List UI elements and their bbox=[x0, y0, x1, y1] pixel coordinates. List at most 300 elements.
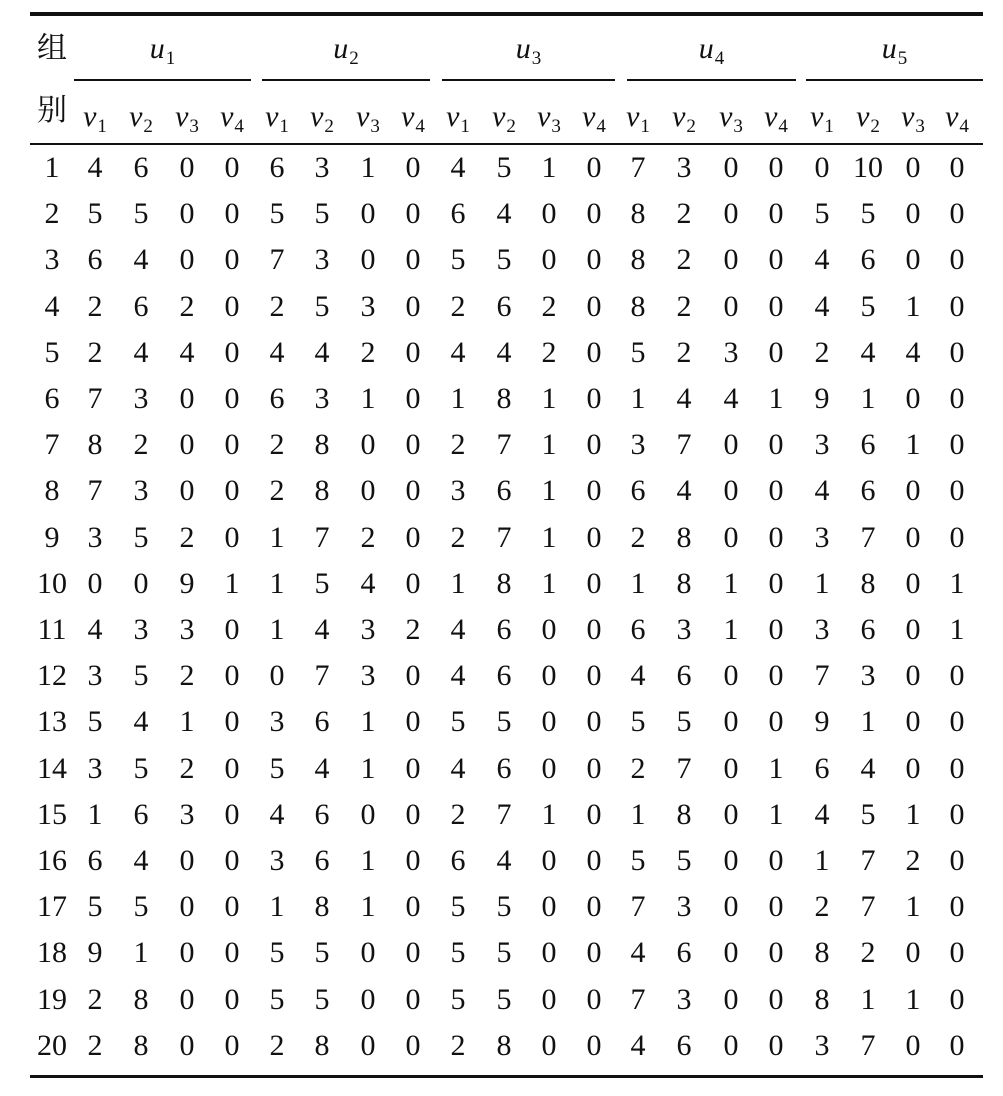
table-cell: 0 bbox=[541, 1028, 557, 1062]
table-cell: 0 bbox=[723, 197, 739, 231]
row-group-label: 2 bbox=[44, 197, 60, 231]
table-cell: 5 bbox=[496, 982, 512, 1016]
table-cell: 4 bbox=[314, 751, 330, 785]
table-cell: 5 bbox=[630, 844, 646, 877]
table-cell: 5 bbox=[133, 659, 149, 693]
table-cell: 2 bbox=[860, 936, 876, 970]
subcol-header-u5-v4 bbox=[945, 100, 969, 137]
table-cell: 0 bbox=[586, 659, 602, 693]
group-header-u2-symbol: u bbox=[333, 32, 349, 65]
table-cell: 0 bbox=[586, 474, 602, 508]
table-cell: 0 bbox=[723, 797, 739, 831]
table-cell: 1 bbox=[541, 797, 557, 831]
row-group-label: 20 bbox=[37, 1028, 67, 1062]
row-group-label: 6 bbox=[44, 382, 60, 415]
group-column-header-bottom: 别 bbox=[37, 93, 67, 128]
group-header-u4 bbox=[698, 32, 725, 69]
group-underline-u4 bbox=[627, 79, 796, 81]
table-cell: 1 bbox=[905, 289, 921, 323]
table-cell: 7 bbox=[630, 890, 646, 924]
table-cell: 2 bbox=[814, 335, 830, 369]
table-cell: 0 bbox=[814, 151, 830, 184]
table-cell: 7 bbox=[269, 243, 285, 277]
table-cell: 4 bbox=[133, 335, 149, 369]
subcol-header-u5-v3 bbox=[901, 100, 925, 137]
group-header-u3-subscript: 3 bbox=[531, 48, 542, 69]
table-cell: 2 bbox=[814, 890, 830, 924]
group-header-u5-subscript: 5 bbox=[897, 48, 908, 69]
table-cell: 0 bbox=[179, 197, 195, 231]
table-cell: 6 bbox=[269, 151, 285, 184]
table-cell: 2 bbox=[630, 751, 646, 785]
table-cell: 0 bbox=[723, 751, 739, 785]
group-header-u4-symbol: u bbox=[698, 32, 714, 65]
table-cell: 0 bbox=[586, 1028, 602, 1062]
table-cell: 0 bbox=[405, 797, 421, 831]
table-cell: 7 bbox=[814, 659, 830, 693]
table-cell: 4 bbox=[496, 335, 512, 369]
table-cell: 0 bbox=[586, 243, 602, 277]
table-cell: 3 bbox=[314, 243, 330, 277]
table-cell: 0 bbox=[224, 335, 240, 369]
table-cell: 0 bbox=[949, 243, 965, 277]
table-cell: 8 bbox=[630, 197, 646, 231]
table-cell: 5 bbox=[630, 335, 646, 369]
table-cell: 1 bbox=[179, 705, 195, 739]
table-cell: 0 bbox=[586, 289, 602, 323]
table-cell: 6 bbox=[814, 751, 830, 785]
table-cell: 0 bbox=[586, 520, 602, 554]
subcol-header-u2-v2 bbox=[310, 100, 334, 137]
table-cell: 0 bbox=[405, 520, 421, 554]
table-cell: 0 bbox=[768, 520, 784, 554]
table-cell: 0 bbox=[723, 659, 739, 693]
table-cell: 0 bbox=[586, 982, 602, 1016]
table-cell: 5 bbox=[87, 705, 103, 739]
table-cell: 1 bbox=[87, 797, 103, 831]
table-cell: 4 bbox=[450, 335, 466, 369]
table-cell: 3 bbox=[630, 428, 646, 462]
group-underline-u5 bbox=[806, 79, 983, 81]
table-cell: 0 bbox=[723, 982, 739, 1016]
subcol-header-u4-v2 bbox=[672, 100, 696, 137]
table-cell: 7 bbox=[860, 844, 876, 877]
table-cell: 5 bbox=[133, 890, 149, 924]
table-header-rule bbox=[30, 143, 983, 145]
table-cell: 1 bbox=[269, 520, 285, 554]
table-cell: 0 bbox=[723, 474, 739, 508]
table-cell: 1 bbox=[768, 382, 784, 415]
subcol-header-u4-v3 bbox=[719, 100, 743, 137]
table-cell: 2 bbox=[405, 613, 421, 646]
table-cell: 4 bbox=[269, 335, 285, 369]
table-cell: 2 bbox=[450, 428, 466, 462]
table-cell: 1 bbox=[630, 797, 646, 831]
table-cell: 8 bbox=[87, 428, 103, 462]
table-cell: 6 bbox=[314, 705, 330, 739]
table-cell: 0 bbox=[541, 705, 557, 739]
table-cell: 0 bbox=[768, 659, 784, 693]
table-cell: 0 bbox=[224, 197, 240, 231]
table-cell: 5 bbox=[314, 982, 330, 1016]
subcol-header-u4-v4 bbox=[764, 100, 788, 137]
table-cell: 1 bbox=[814, 844, 830, 877]
table-cell: 0 bbox=[360, 428, 376, 462]
row-group-label: 11 bbox=[37, 613, 67, 646]
table-cell: 6 bbox=[87, 243, 103, 277]
table-cell: 1 bbox=[860, 982, 876, 1016]
table-cell: 2 bbox=[133, 428, 149, 462]
table-cell: 2 bbox=[269, 428, 285, 462]
table-cell: 3 bbox=[814, 613, 830, 646]
subcol-header-u4-v3-symbol: v bbox=[719, 100, 733, 133]
table-cell: 5 bbox=[860, 797, 876, 831]
table-cell: 5 bbox=[676, 844, 692, 877]
subcol-header-u4-v2-subscript: 2 bbox=[686, 116, 696, 137]
subcol-header-u1-v2-symbol: v bbox=[129, 100, 143, 133]
table-cell: 8 bbox=[676, 520, 692, 554]
group-header-u1-subscript: 1 bbox=[165, 48, 176, 69]
row-group-label: 16 bbox=[37, 844, 67, 877]
table-cell: 2 bbox=[179, 659, 195, 693]
subcol-header-u2-v4-symbol: v bbox=[401, 100, 415, 133]
table-cell: 1 bbox=[905, 982, 921, 1016]
table-cell: 6 bbox=[676, 936, 692, 970]
table-cell: 6 bbox=[860, 474, 876, 508]
group-header-u2 bbox=[333, 32, 359, 69]
table-cell: 1 bbox=[360, 890, 376, 924]
table-cell: 3 bbox=[133, 474, 149, 508]
subcol-header-u3-v2-subscript: 2 bbox=[506, 116, 516, 137]
table-cell: 5 bbox=[450, 243, 466, 277]
table-cell: 0 bbox=[224, 151, 240, 184]
table-cell: 0 bbox=[224, 890, 240, 924]
group-header-u1 bbox=[149, 32, 176, 69]
table-cell: 0 bbox=[949, 289, 965, 323]
table-bottom-rule bbox=[30, 1075, 983, 1078]
table-cell: 9 bbox=[814, 705, 830, 739]
table-cell: 1 bbox=[133, 936, 149, 970]
table-cell: 5 bbox=[87, 197, 103, 231]
table-cell: 6 bbox=[133, 289, 149, 323]
table-cell: 2 bbox=[450, 289, 466, 323]
subcol-header-u3-v1-subscript: 1 bbox=[460, 116, 470, 137]
table-cell: 5 bbox=[496, 936, 512, 970]
subcol-header-u1-v4-symbol: v bbox=[220, 100, 234, 133]
table-cell: 2 bbox=[87, 289, 103, 323]
table-cell: 0 bbox=[723, 705, 739, 739]
table-cell: 2 bbox=[541, 335, 557, 369]
table-cell: 0 bbox=[949, 520, 965, 554]
table-cell: 5 bbox=[630, 705, 646, 739]
table-cell: 0 bbox=[179, 151, 195, 184]
table-cell: 0 bbox=[768, 243, 784, 277]
table-cell: 0 bbox=[405, 151, 421, 184]
table-cell: 6 bbox=[496, 751, 512, 785]
subcol-header-u3-v2-symbol: v bbox=[492, 100, 506, 133]
row-group-label: 13 bbox=[37, 705, 67, 739]
table-cell: 5 bbox=[269, 197, 285, 231]
table-cell: 1 bbox=[360, 705, 376, 739]
table-cell: 0 bbox=[179, 844, 195, 877]
table-cell: 1 bbox=[360, 151, 376, 184]
row-group-label: 19 bbox=[37, 982, 67, 1016]
table-cell: 2 bbox=[269, 474, 285, 508]
table-cell: 0 bbox=[360, 936, 376, 970]
group-underline-u2 bbox=[262, 79, 430, 81]
row-group-label: 15 bbox=[37, 797, 67, 831]
table-cell: 0 bbox=[405, 428, 421, 462]
table-cell: 3 bbox=[360, 613, 376, 646]
table-cell: 0 bbox=[768, 982, 784, 1016]
table-cell: 2 bbox=[630, 520, 646, 554]
subcol-header-u5-v4-subscript: 4 bbox=[959, 116, 969, 137]
table-cell: 3 bbox=[179, 797, 195, 831]
table-cell: 6 bbox=[450, 844, 466, 877]
table-cell: 2 bbox=[676, 243, 692, 277]
subcol-header-u5-v1 bbox=[810, 100, 834, 137]
table-cell: 4 bbox=[450, 659, 466, 693]
table-cell: 3 bbox=[269, 844, 285, 877]
table-cell: 0 bbox=[949, 797, 965, 831]
table-cell: 4 bbox=[676, 382, 692, 415]
table-cell: 3 bbox=[269, 705, 285, 739]
subcol-header-u5-v2-subscript: 2 bbox=[870, 116, 880, 137]
table-cell: 5 bbox=[450, 705, 466, 739]
subcol-header-u3-v4 bbox=[582, 100, 606, 137]
table-cell: 4 bbox=[450, 613, 466, 646]
group-underline-u3 bbox=[442, 79, 615, 81]
table-cell: 0 bbox=[405, 566, 421, 600]
table-cell: 2 bbox=[541, 289, 557, 323]
table-cell: 1 bbox=[269, 566, 285, 600]
row-group-label: 18 bbox=[37, 936, 67, 970]
table-cell: 0 bbox=[224, 382, 240, 415]
table-cell: 4 bbox=[905, 335, 921, 369]
table-cell: 7 bbox=[314, 520, 330, 554]
table-cell: 0 bbox=[586, 797, 602, 831]
table-cell: 4 bbox=[179, 335, 195, 369]
table-cell: 0 bbox=[224, 613, 240, 646]
table-cell: 3 bbox=[87, 751, 103, 785]
table-cell: 2 bbox=[87, 1028, 103, 1062]
table-cell: 1 bbox=[360, 751, 376, 785]
table-cell: 0 bbox=[360, 982, 376, 1016]
table-cell: 0 bbox=[949, 844, 965, 877]
table-cell: 6 bbox=[87, 844, 103, 877]
table-cell: 1 bbox=[723, 613, 739, 646]
table-cell: 1 bbox=[949, 566, 965, 600]
table-cell: 6 bbox=[496, 474, 512, 508]
table-cell: 0 bbox=[905, 1028, 921, 1062]
table-cell: 6 bbox=[133, 797, 149, 831]
table-cell: 0 bbox=[586, 705, 602, 739]
table-cell: 3 bbox=[314, 382, 330, 415]
table-cell: 5 bbox=[133, 751, 149, 785]
table-cell: 0 bbox=[133, 566, 149, 600]
table-cell: 0 bbox=[768, 197, 784, 231]
table-cell: 1 bbox=[860, 705, 876, 739]
subcol-header-u2-v3-subscript: 3 bbox=[370, 116, 380, 137]
table-cell: 0 bbox=[586, 844, 602, 877]
subcol-header-u4-v1-subscript: 1 bbox=[640, 116, 650, 137]
table-cell: 0 bbox=[949, 474, 965, 508]
table-cell: 8 bbox=[630, 243, 646, 277]
subcol-header-u4-v1-symbol: v bbox=[626, 100, 640, 133]
table-cell: 1 bbox=[814, 566, 830, 600]
table-cell: 2 bbox=[87, 982, 103, 1016]
table-cell: 5 bbox=[133, 197, 149, 231]
table-cell: 1 bbox=[269, 890, 285, 924]
subcol-header-u3-v1-symbol: v bbox=[446, 100, 460, 133]
table-cell: 2 bbox=[905, 844, 921, 877]
table-cell: 0 bbox=[360, 243, 376, 277]
table-cell: 0 bbox=[768, 613, 784, 646]
table-cell: 1 bbox=[630, 566, 646, 600]
table-cell: 0 bbox=[405, 197, 421, 231]
table-cell: 0 bbox=[179, 474, 195, 508]
table-cell: 4 bbox=[814, 797, 830, 831]
table-cell: 5 bbox=[496, 705, 512, 739]
table-cell: 4 bbox=[676, 474, 692, 508]
table-cell: 0 bbox=[360, 1028, 376, 1062]
table-cell: 2 bbox=[179, 520, 195, 554]
table-cell: 5 bbox=[496, 890, 512, 924]
table-cell: 6 bbox=[496, 659, 512, 693]
table-cell: 4 bbox=[133, 705, 149, 739]
table-cell: 2 bbox=[676, 197, 692, 231]
table-cell: 4 bbox=[496, 197, 512, 231]
table-cell: 1 bbox=[723, 566, 739, 600]
table-cell: 0 bbox=[179, 243, 195, 277]
table-cell: 7 bbox=[496, 428, 512, 462]
table-cell: 8 bbox=[314, 428, 330, 462]
table-cell: 6 bbox=[133, 151, 149, 184]
subcol-header-u2-v1-subscript: 1 bbox=[279, 116, 289, 137]
table-cell: 1 bbox=[905, 890, 921, 924]
table-cell: 5 bbox=[314, 566, 330, 600]
subcol-header-u1-v2-subscript: 2 bbox=[143, 116, 153, 137]
row-group-label: 17 bbox=[37, 890, 67, 924]
table-cell: 0 bbox=[905, 382, 921, 415]
subcol-header-u5-v1-symbol: v bbox=[810, 100, 824, 133]
table-cell: 2 bbox=[450, 797, 466, 831]
group-header-u2-subscript: 2 bbox=[349, 48, 359, 69]
table-cell: 3 bbox=[814, 428, 830, 462]
table-cell: 1 bbox=[905, 797, 921, 831]
table-cell: 0 bbox=[405, 382, 421, 415]
table-cell: 1 bbox=[541, 382, 557, 415]
table-cell: 5 bbox=[814, 197, 830, 231]
table-cell: 3 bbox=[676, 982, 692, 1016]
table-cell: 0 bbox=[541, 243, 557, 277]
table-cell: 2 bbox=[360, 335, 376, 369]
table-cell: 4 bbox=[814, 243, 830, 277]
subcol-header-u5-v4-symbol: v bbox=[945, 100, 959, 133]
table-cell: 0 bbox=[905, 566, 921, 600]
subcol-header-u4-v3-subscript: 3 bbox=[733, 116, 743, 137]
table-cell: 6 bbox=[314, 797, 330, 831]
subcol-header-u3-v1 bbox=[446, 100, 470, 137]
table-cell: 1 bbox=[541, 474, 557, 508]
table-cell: 6 bbox=[630, 613, 646, 646]
table-cell: 0 bbox=[949, 151, 965, 184]
table-cell: 0 bbox=[768, 844, 784, 877]
subcol-header-u4-v1 bbox=[626, 100, 650, 137]
table-cell: 6 bbox=[630, 474, 646, 508]
table-top-rule bbox=[30, 12, 983, 16]
table-cell: 0 bbox=[224, 428, 240, 462]
subcol-header-u2-v2-symbol: v bbox=[310, 100, 324, 133]
group-header-u3-symbol: u bbox=[515, 32, 531, 65]
table-cell: 0 bbox=[405, 243, 421, 277]
table-cell: 3 bbox=[360, 289, 376, 323]
subcol-header-u4-v2-symbol: v bbox=[672, 100, 686, 133]
table-cell: 0 bbox=[905, 613, 921, 646]
table-cell: 0 bbox=[949, 751, 965, 785]
table-cell: 3 bbox=[133, 613, 149, 646]
table-cell: 0 bbox=[269, 659, 285, 693]
table-cell: 0 bbox=[905, 936, 921, 970]
table-cell: 0 bbox=[224, 243, 240, 277]
subcol-header-u1-v3-symbol: v bbox=[175, 100, 189, 133]
table-cell: 9 bbox=[179, 566, 195, 600]
group-header-u1-symbol: u bbox=[149, 32, 165, 65]
subcol-header-u2-v1-symbol: v bbox=[265, 100, 279, 133]
table-cell: 5 bbox=[450, 890, 466, 924]
table-cell: 0 bbox=[224, 520, 240, 554]
row-group-label: 8 bbox=[44, 474, 60, 508]
subcol-header-u2-v3 bbox=[356, 100, 380, 137]
table-cell: 0 bbox=[541, 982, 557, 1016]
table-cell: 0 bbox=[224, 797, 240, 831]
table-cell: 7 bbox=[860, 520, 876, 554]
table-cell: 6 bbox=[314, 844, 330, 877]
table-cell: 3 bbox=[87, 520, 103, 554]
table-cell: 5 bbox=[133, 520, 149, 554]
table-cell: 4 bbox=[860, 335, 876, 369]
table-cell: 0 bbox=[905, 197, 921, 231]
table-cell: 1 bbox=[360, 382, 376, 415]
subcol-header-u2-v3-symbol: v bbox=[356, 100, 370, 133]
table-cell: 2 bbox=[676, 289, 692, 323]
table-cell: 1 bbox=[768, 797, 784, 831]
subcol-header-u5-v2-symbol: v bbox=[856, 100, 870, 133]
table-cell: 0 bbox=[224, 936, 240, 970]
table-cell: 0 bbox=[224, 751, 240, 785]
table-cell: 5 bbox=[496, 243, 512, 277]
table-cell: 0 bbox=[723, 1028, 739, 1062]
table-cell: 1 bbox=[541, 520, 557, 554]
table-cell: 4 bbox=[723, 382, 739, 415]
row-group-label: 1 bbox=[44, 151, 60, 184]
group-header-u5 bbox=[881, 32, 908, 69]
subcol-header-u3-v3 bbox=[537, 100, 561, 137]
table-cell: 0 bbox=[905, 705, 921, 739]
table-cell: 0 bbox=[360, 797, 376, 831]
table-cell: 0 bbox=[541, 844, 557, 877]
table-cell: 1 bbox=[905, 428, 921, 462]
table-cell: 5 bbox=[450, 982, 466, 1016]
table-cell: 5 bbox=[269, 936, 285, 970]
table-cell: 6 bbox=[860, 243, 876, 277]
table-cell: 0 bbox=[768, 289, 784, 323]
table-cell: 0 bbox=[179, 1028, 195, 1062]
subcol-header-u3-v3-symbol: v bbox=[537, 100, 551, 133]
table-cell: 1 bbox=[949, 613, 965, 646]
subcol-header-u4-v4-symbol: v bbox=[764, 100, 778, 133]
table-cell: 5 bbox=[496, 151, 512, 184]
